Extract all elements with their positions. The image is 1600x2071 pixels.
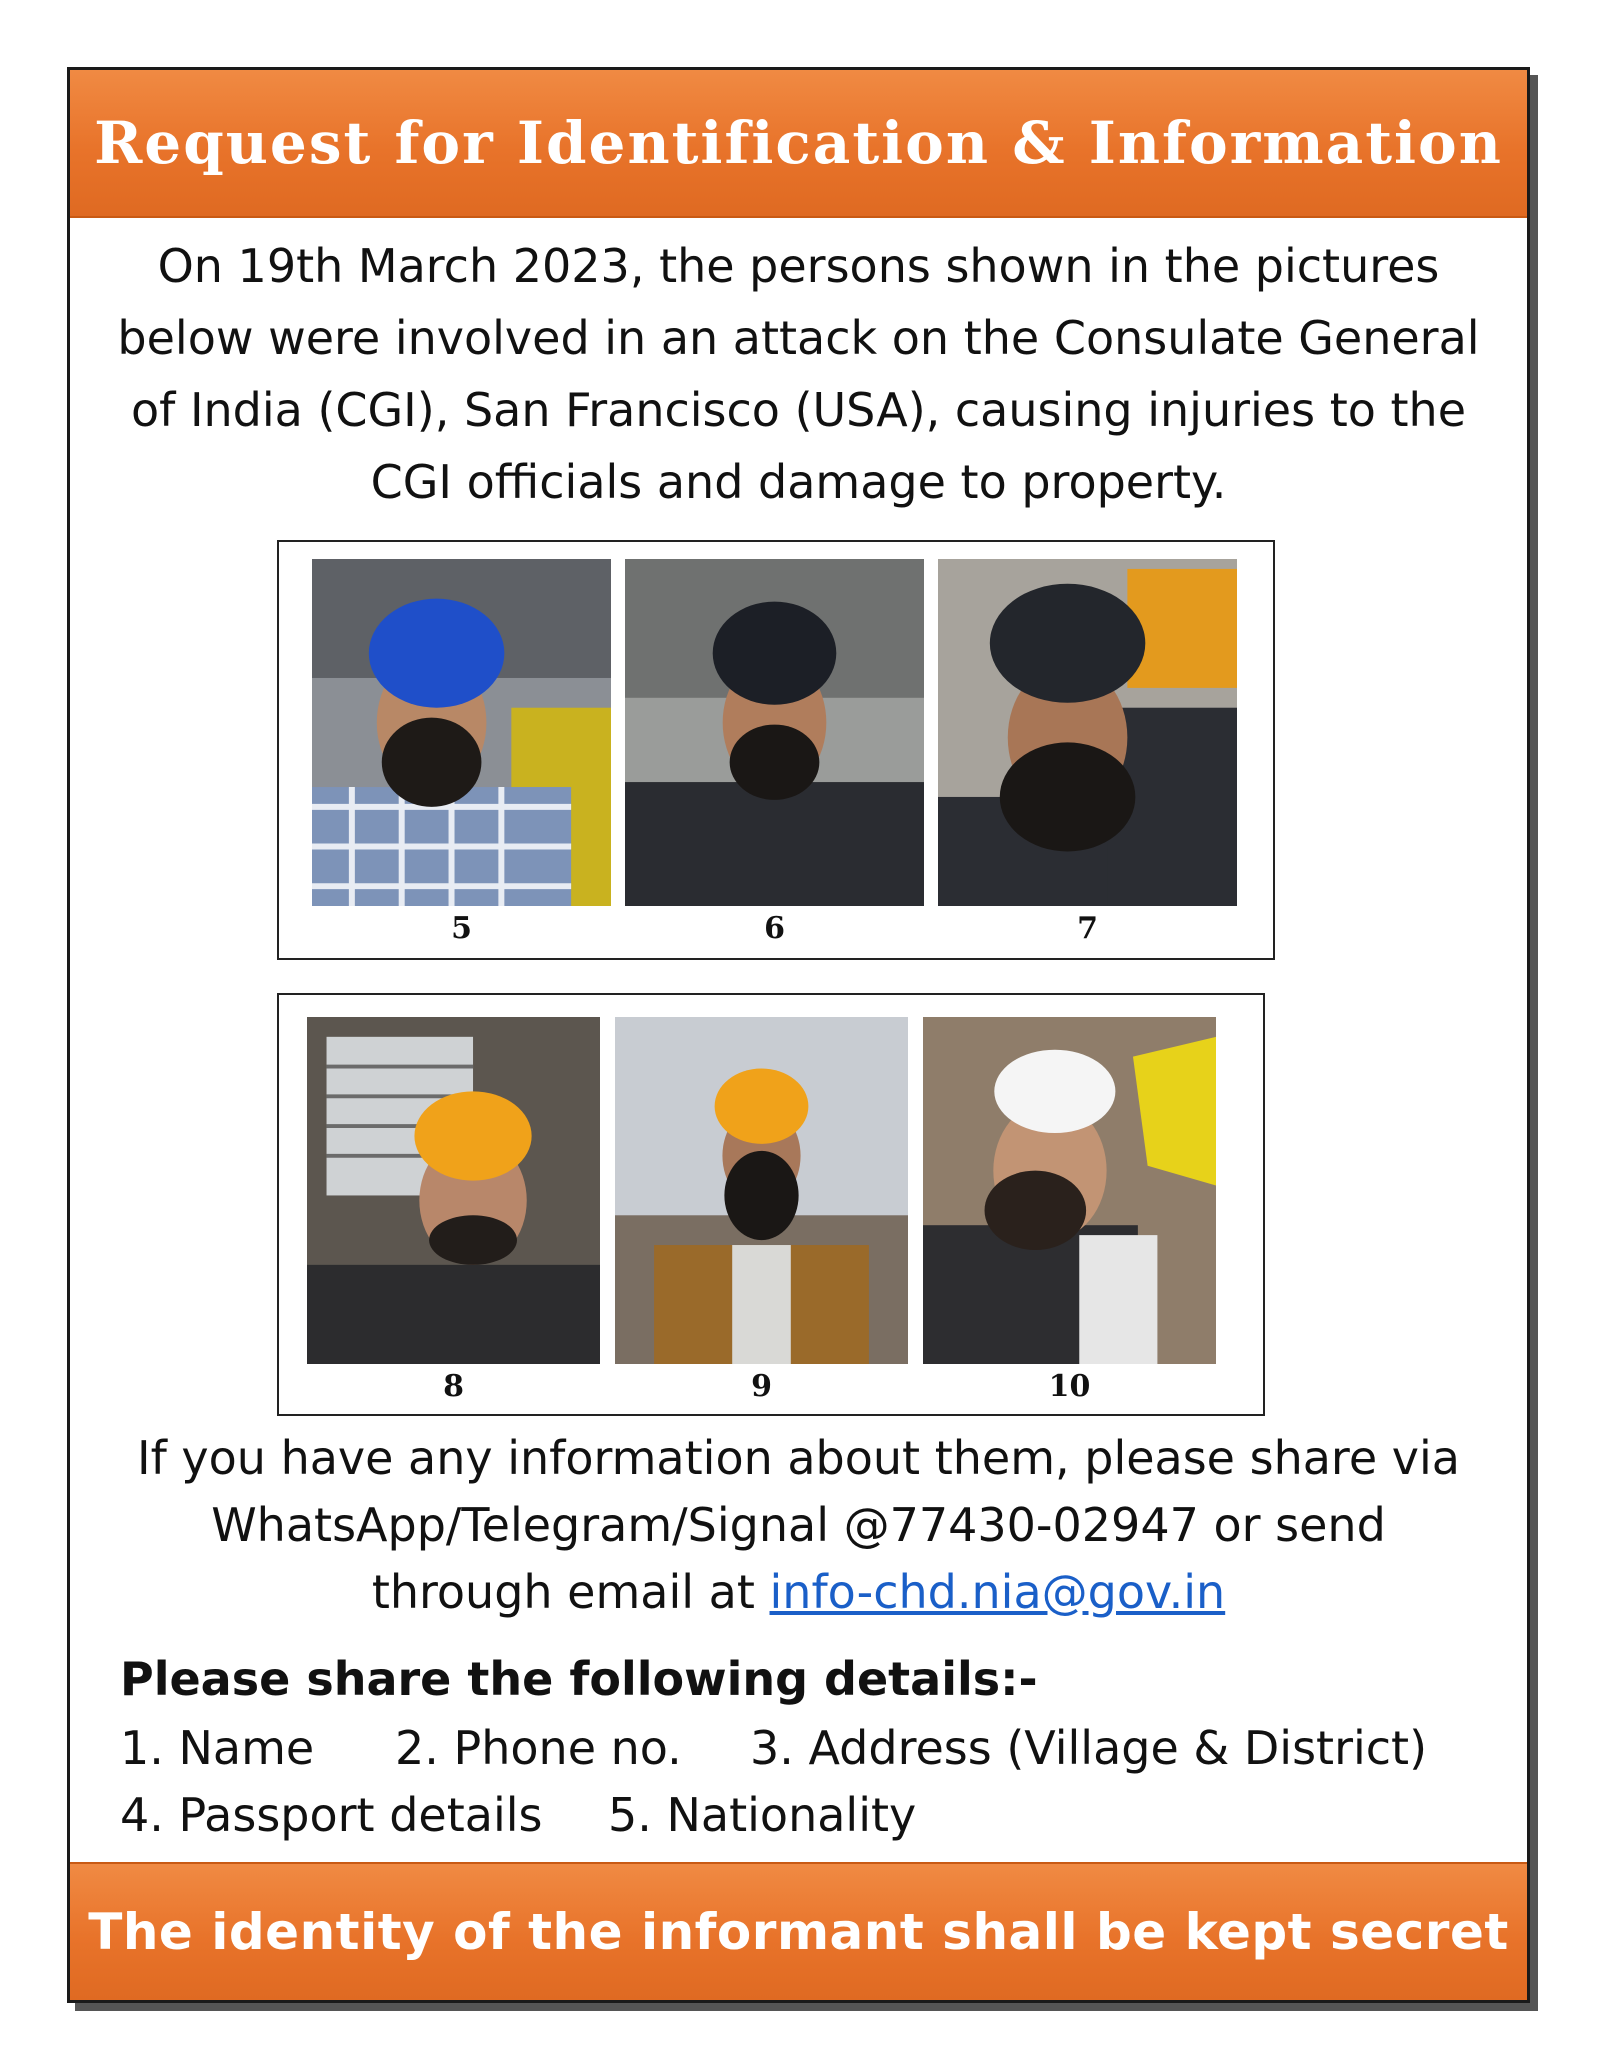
photo-label: 6 <box>764 911 785 946</box>
detail-item-passport: 4. Passport details <box>120 1788 543 1842</box>
details-row-2 <box>120 1782 1427 1849</box>
suspect-photo-5-image <box>312 559 611 906</box>
intro-line: below were involved in an attack on the Consulate General <box>117 311 1480 365</box>
photo-label: 5 <box>451 911 472 946</box>
suspect-photo-6-image <box>625 559 924 906</box>
detail-item-nationality: 5. Nationality <box>608 1788 917 1842</box>
poster <box>67 67 1530 2003</box>
suspect-photo-10 <box>923 1017 1216 1404</box>
details-heading: Please share the following details:- <box>120 1652 1038 1706</box>
suspect-photo-9 <box>615 1017 908 1404</box>
contact-line: If you have any information about them, please share via <box>137 1431 1460 1485</box>
intro-text <box>90 230 1507 518</box>
contact-line <box>90 1559 1507 1626</box>
contact-line: WhatsApp/Telegram/Signal @77430-02947 or send <box>211 1498 1386 1552</box>
intro-line: of India (CGI), San Francisco (USA), causing injuries to the <box>131 383 1466 437</box>
header-banner <box>70 70 1527 218</box>
suspect-photo-8 <box>307 1017 600 1404</box>
suspect-photo-5 <box>312 559 611 946</box>
photo-label: 7 <box>1077 911 1098 946</box>
intro-line: On 19th March 2023, the persons shown in the pictures <box>157 239 1440 293</box>
details-list <box>120 1715 1427 1849</box>
contact-line-prefix: through email at <box>371 1565 770 1619</box>
suspect-photo-7-image <box>938 559 1237 906</box>
suspect-photo-9-image <box>615 1017 908 1364</box>
detail-item-name: 1. Name <box>120 1721 315 1775</box>
details-row-1 <box>120 1715 1427 1782</box>
intro-line: CGI officials and damage to property. <box>370 455 1227 509</box>
footer-banner <box>70 1862 1527 2000</box>
suspect-photo-10-image <box>923 1017 1216 1364</box>
photo-label: 8 <box>443 1369 464 1404</box>
detail-item-address: 3. Address (Village & District) <box>750 1721 1428 1775</box>
photo-label: 9 <box>751 1369 772 1404</box>
footer-text: The identity of the informant shall be kept secret <box>88 1903 1509 1961</box>
detail-item-phone: 2. Phone no. <box>395 1721 682 1775</box>
page-title: Request for Identification & Information <box>94 109 1503 177</box>
email-link[interactable]: info-chd.nia@gov.in <box>769 1565 1226 1619</box>
suspect-photo-6 <box>625 559 924 946</box>
photo-panel-row-1 <box>277 540 1275 960</box>
suspect-photo-8-image <box>307 1017 600 1364</box>
photo-label: 10 <box>1048 1369 1091 1404</box>
suspect-photo-7 <box>938 559 1237 946</box>
photo-panel-row-2 <box>277 993 1265 1416</box>
contact-info <box>90 1425 1507 1626</box>
